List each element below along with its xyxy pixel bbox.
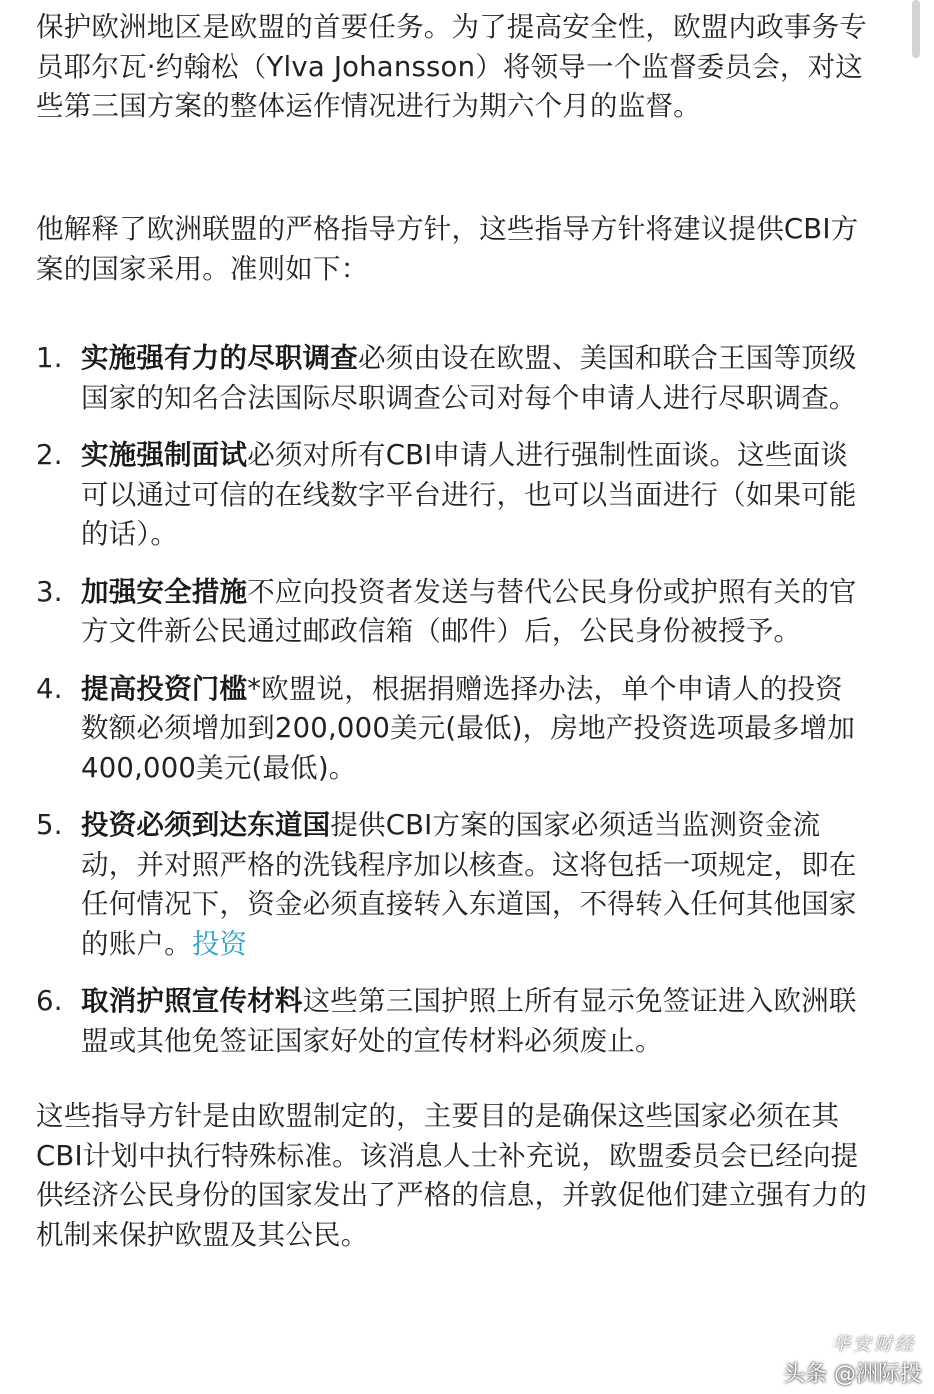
guideline-number: 1.	[36, 342, 63, 374]
lead-paragraph: 他解释了欧洲联盟的严格指导方针，这些指导方针将建议提供CBI方案的国家采用。准则如下：	[36, 213, 859, 285]
watermark-source: 头条 @洲际投	[783, 1362, 922, 1387]
guideline-item	[36, 339, 870, 418]
intro-paragraph: 保护欧洲地区是欧盟的首要任务。为了提高安全性，欧盟内政事务专员耶尔瓦·约翰松（Ylva Johansson）将领导一个监督委员会，对这些第三国方案的整体运作情况进行为期六个月的监督。	[36, 11, 867, 122]
guideline-number: 3.	[36, 575, 63, 608]
guideline-title: 提高投资门槛	[81, 672, 248, 705]
guideline-item	[36, 573, 870, 652]
invest-link[interactable]: 投资	[191, 927, 248, 960]
guideline-item	[36, 982, 870, 1061]
guideline-title: 实施强制面试	[81, 439, 248, 471]
article-body	[36, 8, 870, 1255]
guideline-number: 6.	[36, 985, 63, 1017]
guideline-title: 投资必须到达东道国	[81, 809, 331, 841]
guideline-text: *欧盟说，根据捐赠选择办法，单个申请人的投资数额必须增加到200,000美元(最低)，房地产投资选项最多增加400,000美元(最低)。	[81, 672, 856, 784]
guideline-title: 取消护照宣传材料	[81, 985, 303, 1017]
guideline-number: 4.	[36, 672, 63, 705]
guideline-title: 实施强有力的尽职调查	[81, 342, 358, 374]
guideline-item	[36, 806, 870, 964]
closing-paragraph: 这些指导方针是由欧盟制定的，主要目的是确保这些国家必须在其CBI计划中执行特殊标准。该消息人士补充说，欧盟委员会已经向提供经济公民身份的国家发出了严格的信息，并敦促他们建立强有力的机制来保护欧盟及其公民。	[36, 1100, 867, 1251]
guideline-text: 不应向投资者发送与替代公民身份或护照有关的官方文件新公民通过邮政信箱（邮件）后，公民身份被授予。	[81, 575, 857, 647]
guideline-number: 5.	[36, 809, 63, 841]
guideline-text: 必须对所有CBI申请人进行强制性面谈。这些面谈可以通过可信的在线数字平台进行，也可以当面进行（如果可能的话）。	[81, 439, 857, 550]
guideline-list	[36, 339, 870, 1061]
guideline-text: 必须由设在欧盟、美国和联合王国等顶级国家的知名合法国际尽职调查公司对每个申请人进行尽职调查。	[81, 342, 857, 414]
guideline-item	[36, 670, 870, 789]
guideline-item	[36, 436, 870, 555]
guideline-number: 2.	[36, 439, 63, 471]
watermark	[783, 1357, 922, 1388]
guideline-text: 提供CBI方案的国家必须适当监测资金流动，并对照严格的洗钱程序加以核查。这将包括一项规定，即在任何情况下，资金必须直接转入东道国，不得转入任何其他国家的账户。	[81, 809, 857, 960]
guideline-text: 这些第三国护照上所有显示免签证进入欧洲联盟或其他免签证国家好处的宣传材料必须废止。	[81, 985, 857, 1057]
watermark-logo: 华安财经	[832, 1334, 916, 1355]
scrollbar[interactable]	[912, 0, 920, 58]
guideline-title: 加强安全措施	[81, 575, 248, 608]
